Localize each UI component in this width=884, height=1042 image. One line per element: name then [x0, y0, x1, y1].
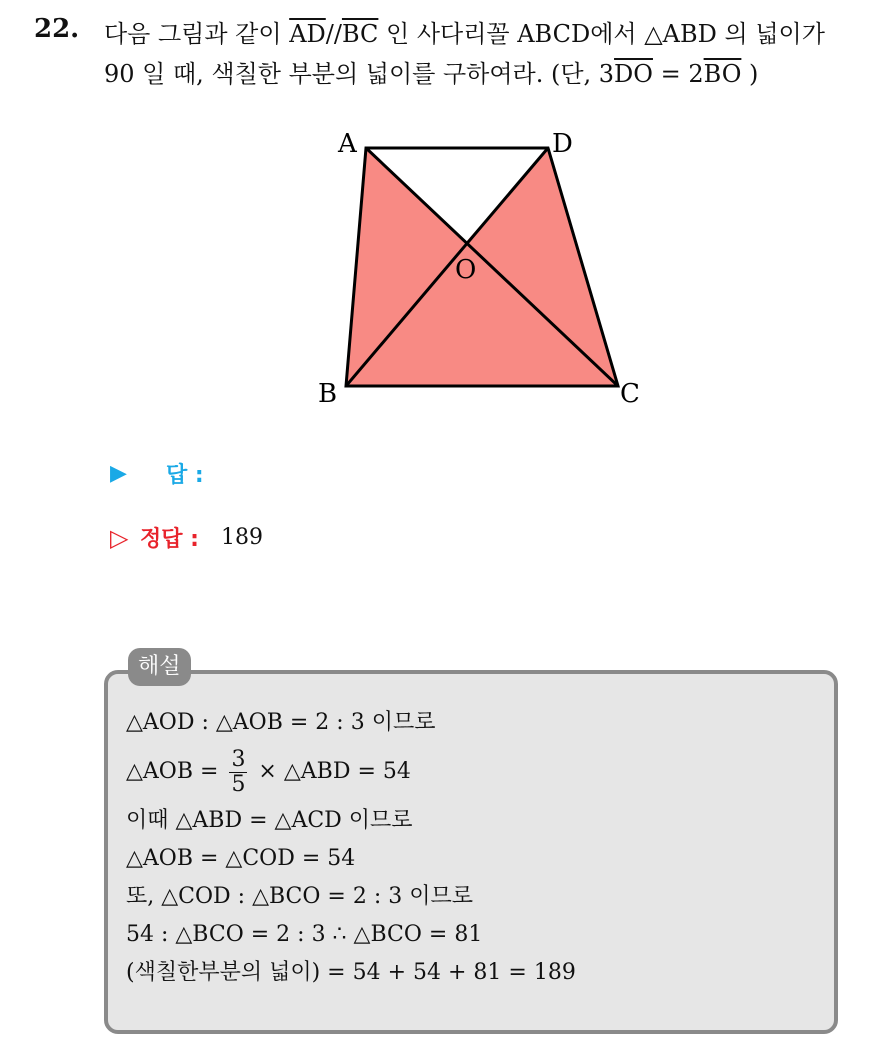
- fraction: [229, 748, 247, 797]
- outline-triangle-icon: ▷: [110, 523, 129, 552]
- solution-line-1: △AOD : △AOB = 2 : 3 이므로: [126, 710, 436, 735]
- solution-lines: [126, 704, 576, 992]
- segment-bo: $\overline{BO}$: [703, 60, 742, 88]
- question-text-segment: 다음 그림과 같이: [104, 20, 290, 48]
- solution-line-3: 이때 △ABD = △ACD 이므로: [126, 808, 413, 833]
- solution-tag: 해설: [128, 648, 191, 686]
- answer-row: [110, 458, 204, 489]
- question-text-segment: 90 일 때, 색칠한 부분의 넓이를 구하여라. (단, 3: [104, 60, 615, 88]
- play-triangle-icon: ▶: [110, 461, 127, 486]
- segment-do: $\overline{DO}$: [614, 60, 653, 88]
- solution-line-7: (색칠한부분의 넓이) = 54 + 54 + 81 = 189: [126, 960, 576, 985]
- fraction-denominator: 5: [231, 771, 246, 797]
- question-line-2: [104, 54, 874, 94]
- fraction-numerator: 3: [231, 746, 246, 772]
- question-text-segment: ): [741, 60, 759, 88]
- trapezoid-diagram: [300, 118, 660, 418]
- solution-line-2: [126, 742, 576, 802]
- trapezoid-figure: [300, 118, 660, 418]
- segment-bc: $\overline{BC}$: [341, 20, 379, 48]
- vertex-label-a: A: [338, 129, 357, 159]
- solution-text-segment: △AOB =: [126, 759, 226, 784]
- vertex-label-b: B: [318, 379, 338, 409]
- question-number: 22.: [34, 14, 80, 44]
- correct-answer-value: 189: [220, 525, 263, 550]
- solution-line-6: 54 : △BCO = 2 : 3 ∴ △BCO = 81: [126, 922, 483, 947]
- solution-text-segment: × △ABD = 54: [251, 759, 411, 784]
- correct-answer-label: 정답 :: [140, 527, 199, 552]
- solution-line-4: △AOB = △COD = 54: [126, 846, 356, 871]
- question-text: [104, 14, 874, 94]
- vertex-label-o: O: [455, 255, 477, 285]
- question-line-1: [104, 14, 874, 54]
- vertex-label-d: D: [552, 129, 573, 159]
- equals-symbol: = 2: [652, 60, 704, 88]
- solution-line-5: 또, △COD : △BCO = 2 : 3 이므로: [126, 884, 473, 909]
- parallel-symbol: //: [325, 20, 342, 48]
- question-text-segment: 인 사다리꼴 ABCD에서 △ABD 의 넓이가: [378, 20, 825, 48]
- answer-label: 답 :: [166, 463, 204, 488]
- segment-ad: $\overline{AD}$: [289, 20, 326, 48]
- vertex-label-c: C: [620, 379, 640, 409]
- correct-answer-row: [110, 522, 263, 553]
